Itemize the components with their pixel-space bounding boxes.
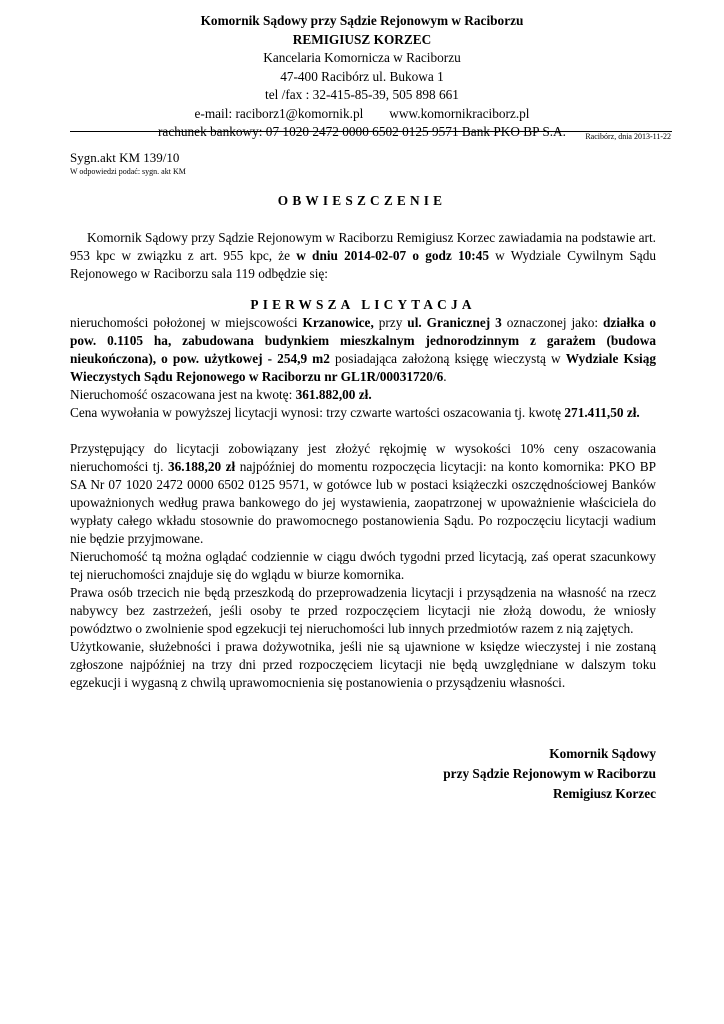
signature-court: przy Sądzie Rejonowym w Raciborzu — [443, 766, 656, 781]
starting-price-text: Cena wywołania w powyższej licytacji wynosi: trzy czwarte wartości oszacowania tj. kwotę — [70, 405, 565, 420]
auction-datetime: w dniu 2014-02-07 o godz 10:45 — [296, 248, 489, 263]
property-text: posiadająca założoną księgę wieczystą w — [329, 351, 566, 366]
valuation-paragraph — [70, 386, 656, 404]
intro-text-end: w Wydziale Cywilnym Sądu Rejonowego w Raciborzu sala 119 odbędzie się: — [70, 248, 656, 281]
paragraph-gap — [70, 422, 656, 440]
property-paragraph — [70, 314, 656, 386]
valuation-amount: 361.882,00 zł. — [295, 387, 372, 402]
document-title: OBWIESZCZENIE — [277, 193, 447, 208]
deposit-paragraph — [70, 440, 656, 548]
deposit-amount: 36.188,20 zł — [167, 459, 236, 474]
letterhead-bank-account: rachunek bankowy: 07 1020 2472 0000 6502 0125 9571 Bank PKO BP S.A. — [157, 124, 566, 139]
viewing-paragraph: Nieruchomość tą można oglądać codziennie w ciągu dwóch tygodni przed licytacją, zaś operat szacunkowy tej nieruchomości znajduje się do wglądu w biurze komornika. — [70, 549, 656, 582]
property-text: oznaczonej jako: — [501, 315, 604, 330]
letterhead-email: e-mail: raciborz1@komornik.pl — [194, 105, 364, 121]
land-register: Wydziale Ksiąg Wieczystych Sądu Rejonowego w Raciborzu nr GL1R/00031720/6 — [70, 351, 657, 384]
document-body — [70, 229, 656, 692]
intro-paragraph — [70, 229, 656, 283]
letterhead-office: Komornik Sądowy przy Sądzie Rejonowym w Raciborzu — [200, 13, 524, 28]
signature-name: Remigiusz Korzec — [552, 786, 656, 801]
case-reference: Sygn.akt KM 139/10 — [70, 150, 180, 165]
letterhead-phone: tel /fax : 32-415-85-39, 505 898 661 — [265, 87, 459, 102]
letterhead-website: www.komornikraciborz.pl — [389, 105, 530, 121]
property-street: ul. Granicznej 3 — [407, 315, 502, 330]
property-text: . — [443, 369, 447, 384]
letterhead-contact — [0, 105, 724, 124]
third-party-paragraph: Prawa osób trzecich nie będą przeszkodą do przeprowadzenia licytacji i przysądzenia na własność na rzecz nabywcy bez zastrzeżeń, jeśli osoby te przed rozpoczęciem licytacji nie złożą dowodu, że wniosły powództwo o zwolnienie spod egzekucji tej nieruchomości lub innych przedmiotów razem z nią zajętych. — [70, 585, 656, 636]
starting-price-amount: 271.411,50 zł. — [564, 405, 640, 420]
intro-text: Komornik Sądowy przy Sądzie Rejonowym w Raciborzu Remigiusz Korzec zawiadamia na podstawie art. 953 kpc w związku z art. 955 kpc, że — [70, 230, 656, 263]
auction-subtitle: PIERWSZA LICYTACJA — [250, 297, 476, 312]
deposit-text-end: najpóźniej do momentu rozpoczęcia licytacji: na konto komornika: PKO BP SA Nr 07 1020 2472 0000 6502 0125 9571, w gotówce lub w postaci książeczki oszczędnościowej Banków upoważnionych według prawa bankowego do jej wystawienia, zaopatrzonej w upoważnienie właściciela do wypłaty całego wkładu stosownie do prawomocnego postanowienia Sądu. Po rozpoczęciu licytacji wadium nie będzie przyjmowane. — [70, 459, 657, 546]
easements-paragraph: Użytkowanie, służebności i prawa dożywotnika, jeśli nie są ujawnione w księdze wieczystej i nie zostaną zgłoszone najpóźniej na trzy dni przed rozpoczęciem licytacji nie będą uwzględniane w dalszym toku egzekucji i wygasną z chwilą uprawomocnienia się postanowienia o przysądzeniu własności. — [70, 639, 656, 690]
header-divider — [70, 131, 672, 132]
document-date: Racibórz, dnia 2013-11-22 — [585, 132, 671, 141]
property-town: Krzanowice, — [302, 315, 374, 330]
letterhead-address: 47-400 Racibórz ul. Bukowa 1 — [280, 68, 444, 84]
starting-price-paragraph — [70, 404, 656, 422]
property-text: przy — [373, 315, 408, 330]
letterhead-name: REMIGIUSZ KORZEC — [292, 31, 432, 47]
letterhead — [0, 12, 724, 142]
letterhead-chancellery: Kancelaria Komornicza w Raciborzu — [263, 50, 461, 65]
valuation-text: Nieruchomość oszacowana jest na kwotę: — [70, 387, 296, 402]
signature-title: Komornik Sądowy — [549, 746, 656, 761]
property-text: nieruchomości położonej w miejscowości — [70, 315, 303, 330]
signature-block — [443, 744, 656, 804]
case-reference-note: W odpowiedzi podać: sygn. akt KM — [70, 167, 186, 176]
deposit-text: Przystępujący do licytacji zobowiązany jest złożyć rękojmię w wysokości 10% ceny oszacowania nieruchomości tj. — [70, 441, 656, 474]
property-description: działka o pow. 0.1105 ha, zabudowana budynkiem mieszkalnym jednorodzinnym z garażem (budowa nieukończona), o pow. użytkowej - 254,9 m2 — [70, 315, 656, 366]
